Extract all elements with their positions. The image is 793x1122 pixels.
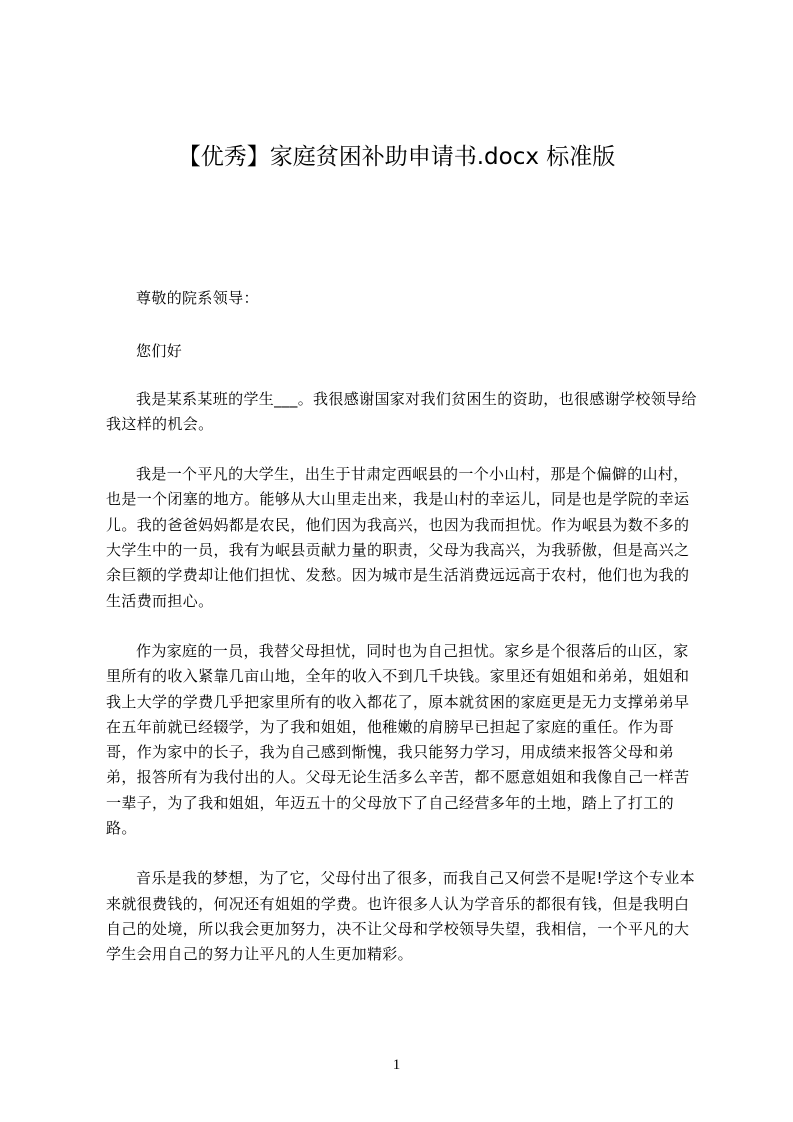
body-paragraph-4: 音乐是我的梦想，为了它，父母付出了很多，而我自己又何尝不是呢!学这个专业本来就很费钱的，何况还有姐姐的学费。也许很多人认为学音乐的都很有钱，但是我明白自己的处境，所以我会更加努力，决不让父母和学校领导失望，我相信，一个平凡的大学生会用自己的努力让平凡的人生更加精彩。 <box>106 869 695 964</box>
salutation: 尊敬的院系领导： <box>136 289 259 307</box>
body-paragraph-3: 作为家庭的一员，我替父母担忧，同时也为自己担忧。家乡是个很落后的山区，家里所有的收入紧靠几亩山地，全年的收入不到几千块钱。家里还有姐姐和弟弟，姐姐和我上大学的学费几乎把家里所有的收入都花了，原本就贫困的家庭更是无力支撑弟弟早在五年前就已经辍学，为了我和姐姐，他稚嫩的肩膀早已担起了家庭的重任。作为哥哥，作为家中的长子，我为自己感到惭愧，我只能努力学习，用成绩来报答父母和弟弟，报答所有为我付出的人。父母无论生活多么辛苦，都不愿意姐姐和我像自己一样苦一辈子，为了我和姐姐，年迈五十的父母放下了自己经营多年的土地，踏上了打工的路。 <box>106 641 690 838</box>
document-body <box>106 286 698 993</box>
body-paragraph-1: 我是某系某班的学生___。我很感谢国家对我们贫困生的资助，也很感谢学校领导给我这样的机会。 <box>106 389 697 433</box>
page-number: 1 <box>392 1057 401 1073</box>
greeting: 您们好 <box>136 342 183 361</box>
document-title: 【优秀】家庭贫困补助申请书.docx 标准版 <box>177 144 616 170</box>
body-paragraph-2: 我是一个平凡的大学生，出生于甘肃定西岷县的一个小山村，那是个偏僻的山村，也是一个闭塞的地方。能够从大山里走出来，我是山村的幸运儿，同是也是学院的幸运儿。我的爸爸妈妈都是农民，他们因为我高兴，也因为我而担忧。作为岷县为数不多的大学生中的一员，我有为岷县贡献力量的职责，父母为我高兴，为我骄傲，但是高兴之余巨额的学费却让他们担忧、发愁。因为城市是生活消费远远高于农村，他们也为我的生活费而担心。 <box>106 465 690 610</box>
